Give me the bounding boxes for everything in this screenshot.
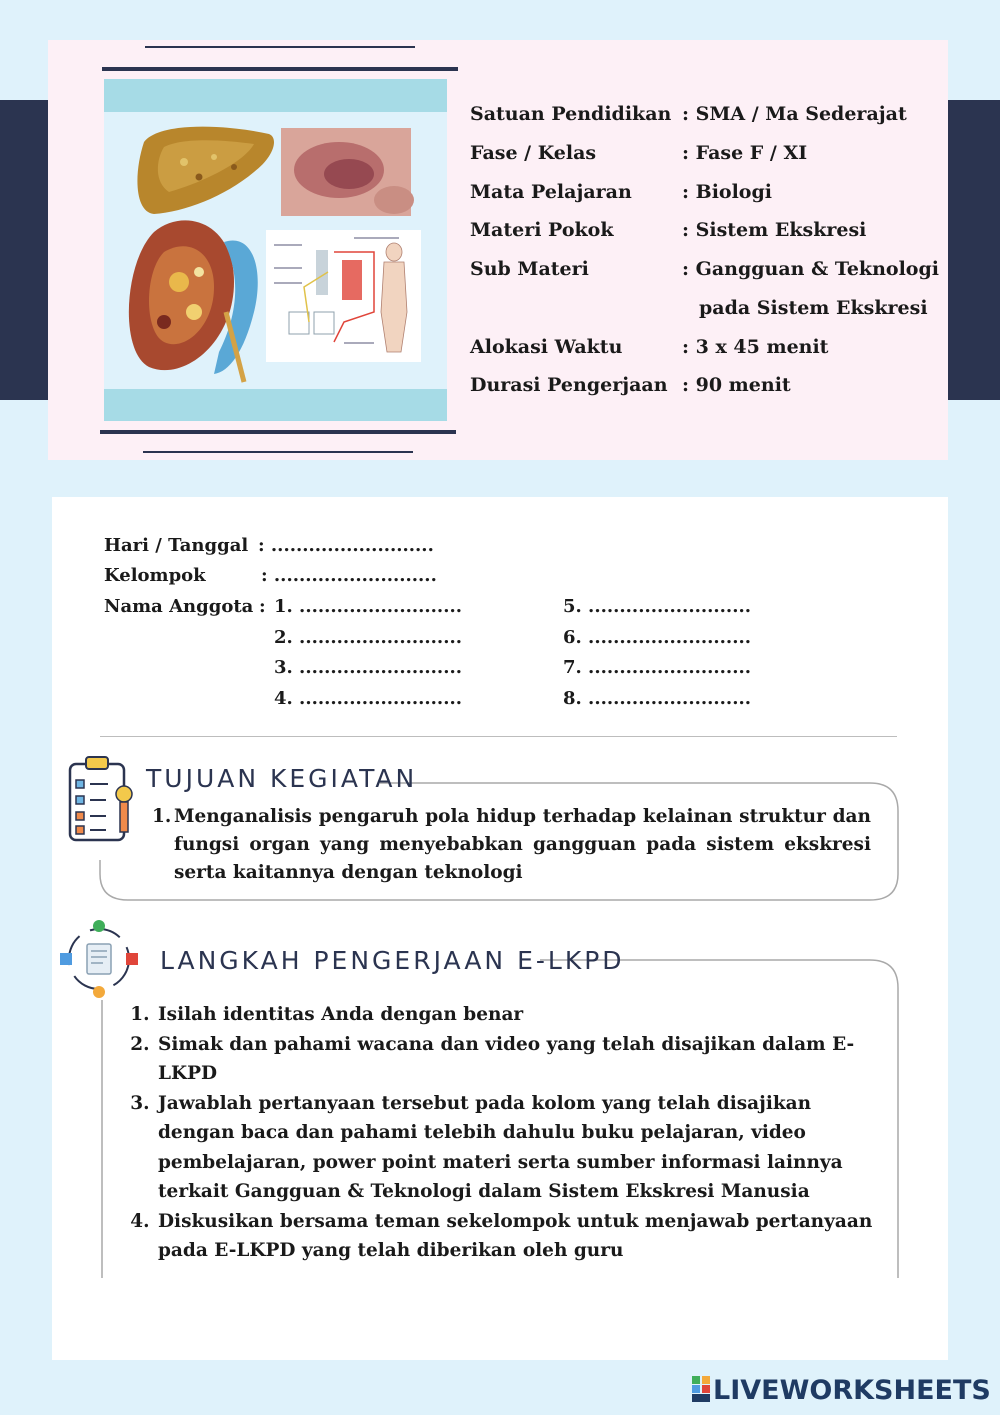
member-field-1[interactable]: 1. ..........................	[274, 596, 462, 617]
group-field[interactable]: : ..........................	[261, 565, 437, 586]
step-item-3: 3. Jawablah pertanyaan tersebut pada kolom yang telah disajikan dengan baca dan pahami telebih dahulu buku pelajaran, video pembelajaran, power point materi serta sumber informasi lainnya terkait Gangguan & Teknologi dalam Sistem Ekskresi Manusia	[156, 1089, 888, 1207]
info-label: Sub Materi	[470, 258, 589, 280]
info-label: Fase / Kelas	[470, 142, 597, 164]
member-field-8[interactable]: 8. ..........................	[563, 688, 751, 709]
member-field-3[interactable]: 3. ..........................	[274, 657, 462, 678]
liver-illustration	[137, 127, 274, 214]
skin-rash-photo	[281, 128, 414, 216]
steps-list	[128, 1000, 888, 1266]
kidney-illustration	[129, 220, 258, 382]
group-label: Kelompok	[104, 565, 206, 586]
steps-title: LANGKAH PENGERJAAN E-LKPD	[160, 946, 625, 975]
info-value: pada Sistem Ekskresi	[699, 297, 928, 319]
step-item-4: 4. Diskusikan bersama teman sekelompok untuk menjawab pertanyaan pada E-LKPD yang telah diberikan oleh guru	[156, 1207, 888, 1266]
member-field-5[interactable]: 5. ..........................	[563, 596, 751, 617]
members-label: Nama Anggota	[104, 596, 254, 617]
liveworksheets-badge-icon	[692, 1376, 710, 1402]
info-value: : Sistem Ekskresi	[682, 219, 867, 241]
top-rule-thick	[102, 67, 458, 71]
info-value: : Fase F / XI	[682, 142, 808, 164]
info-value: : Gangguan & Teknologi	[682, 258, 939, 280]
step-item-2: 2. Simak dan pahami wacana dan video yang telah disajikan dalam E-LKPD	[156, 1030, 888, 1089]
member-field-2[interactable]: 2. ..........................	[274, 627, 462, 648]
cover-image-collage	[104, 112, 447, 389]
bottom-rule-thin	[143, 451, 413, 453]
info-value: : 3 x 45 menit	[682, 336, 829, 358]
info-label: Mata Pelajaran	[470, 181, 632, 203]
goal-text: Menganalisis pengaruh pola hidup terhadap kelainan struktur dan fungsi organ yang menyebabkan gangguan pada sistem ekskresi serta kaitannya dengan teknologi	[174, 806, 871, 883]
info-label: Alokasi Waktu	[470, 336, 623, 358]
left-band	[0, 100, 50, 400]
divider	[100, 736, 897, 737]
goal-number: 1.	[152, 806, 172, 827]
info-label: Satuan Pendidikan	[470, 103, 672, 125]
step-item-1: 1. Isilah identitas Anda dengan benar	[156, 1000, 888, 1030]
goals-title: TUJUAN KEGIATAN	[146, 764, 418, 793]
liveworksheets-logo[interactable]	[692, 1374, 991, 1408]
dialysis-diagram	[266, 230, 421, 362]
member-field-4[interactable]: 4. ..........................	[274, 688, 462, 709]
process-cycle-icon	[58, 918, 140, 1000]
info-label: Materi Pokok	[470, 219, 614, 241]
cover-image	[104, 79, 447, 421]
info-value: : SMA / Ma Sederajat	[682, 103, 907, 125]
info-value: : 90 menit	[682, 374, 791, 396]
member-field-6[interactable]: 6. ..........................	[563, 627, 751, 648]
info-label: Durasi Pengerjaan	[470, 374, 668, 396]
right-band	[947, 100, 1000, 400]
day-field[interactable]: : ..........................	[258, 535, 434, 556]
members-colon: :	[259, 596, 266, 617]
liveworksheets-text: LIVEWORKSHEETS	[713, 1375, 991, 1406]
checklist-icon	[66, 754, 136, 844]
bottom-rule-thick	[100, 430, 456, 434]
day-label: Hari / Tanggal	[104, 535, 249, 556]
top-rule-thin	[145, 46, 415, 48]
member-field-7[interactable]: 7. ..........................	[563, 657, 751, 678]
info-value: : Biologi	[682, 181, 772, 203]
